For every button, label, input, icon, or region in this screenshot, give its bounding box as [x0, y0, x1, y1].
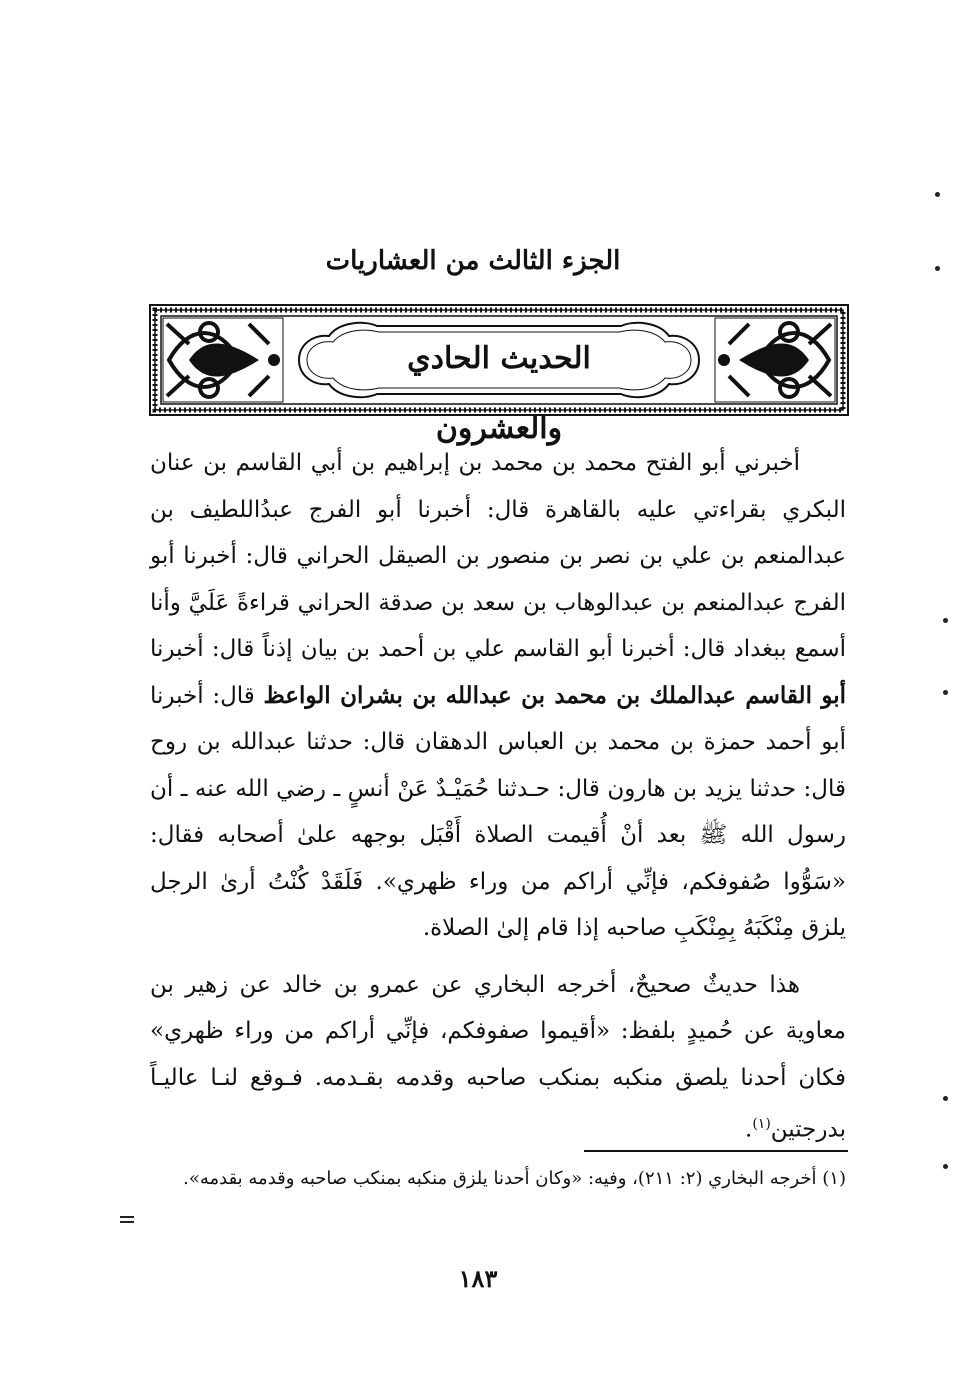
margin-dot-icon [943, 618, 948, 623]
paragraph-text: قال: أخبرنا أبو أحمد حمزة بن محمد بن العباس الدهقان قال: حدثنا عبدالله بن روح قال: حدثنا يزيد بن هارون قال: حـدثنا حُمَيْـدٌ عَنْ أنسٍ ـ رضي الله عنه ـ أن رسول الله ﷺ بعد أنْ أُقيمت الصلاة أَقْبَل بوجهه علىٰ أصحابه فقال: «سَوُّوا صُفوفكم، فإنِّي أراكم من وراء ظهري». فَلَقَدْ كُنْتُ أرىٰ الرجل يلزق مِنْكَبَهُ بِمِنْكَبِ صاحبه إذا قام إلىٰ الصلاة. [150, 682, 846, 941]
margin-dash-icon [120, 1216, 134, 1218]
bold-narrator: أبو القاسم عبدالملك بن محمد بن عبدالله بن بشران الواعظ [263, 681, 847, 709]
footnote-reference: (١) [752, 1116, 771, 1132]
title-banner [149, 304, 849, 446]
margin-dot-icon [943, 690, 948, 695]
margin-dot-icon [943, 1096, 948, 1101]
margin-dot-icon [935, 266, 940, 271]
margin-dot-icon [935, 192, 940, 197]
footnote-divider [584, 1150, 848, 1152]
paragraph-end: . [745, 1116, 753, 1143]
main-text [150, 440, 846, 1153]
margin-dot-icon [943, 1164, 948, 1169]
commentary-paragraph [150, 962, 846, 1154]
hadith-title: الحديث الحادي والعشرون [407, 341, 591, 446]
paragraph-text: أخبرني أبو الفتح محمد بن محمد بن إبراهيم بن أبي القاسم بن عنان البكري بقراءتي عليه بالقاهرة قال: أخبرنا أبو الفرج عبدُاللطيف بن عبدالمنعم بن علي بن نصر بن منصور بن الصيقل الحراني قال: أخبرنا أبو الفرج عبدالمنعم بن عبدالوهاب بن سعد بن صدقة الحراني قراءةً عَلَيَّ وأنا أسمع ببغداد قال: أخبرنا أبو القاسم علي بن أحمد بن بيان إذناً قال: أخبرنا [150, 450, 846, 662]
running-header: الجزء الثالث من العشاريات [325, 246, 621, 276]
footnote: (١) أخرجه البخاري (٢: ٢١١)، وفيه: «وكان أحدنا يلزق منكبه بمنكب صاحبه وقدمه بقدمه». [183, 1168, 846, 1189]
isnad-paragraph [150, 440, 846, 952]
margin-dash-icon [120, 1221, 134, 1223]
paragraph-text: هذا حديثٌ صحيحٌ، أخرجه البخاري عن عمرو بن خالد عن زهير بن معاوية عن حُميدٍ بلفظ: «أقيموا صفوفكم، فإنِّي أراكم من وراء ظهري» فكان أحدنا يلصق منكبه بمنكب صاحبه وقدمه بقـدمه. فـوقع لنـا عاليـاً بدرجتين [150, 971, 846, 1143]
page-number: ١٨٣ [458, 1264, 498, 1293]
